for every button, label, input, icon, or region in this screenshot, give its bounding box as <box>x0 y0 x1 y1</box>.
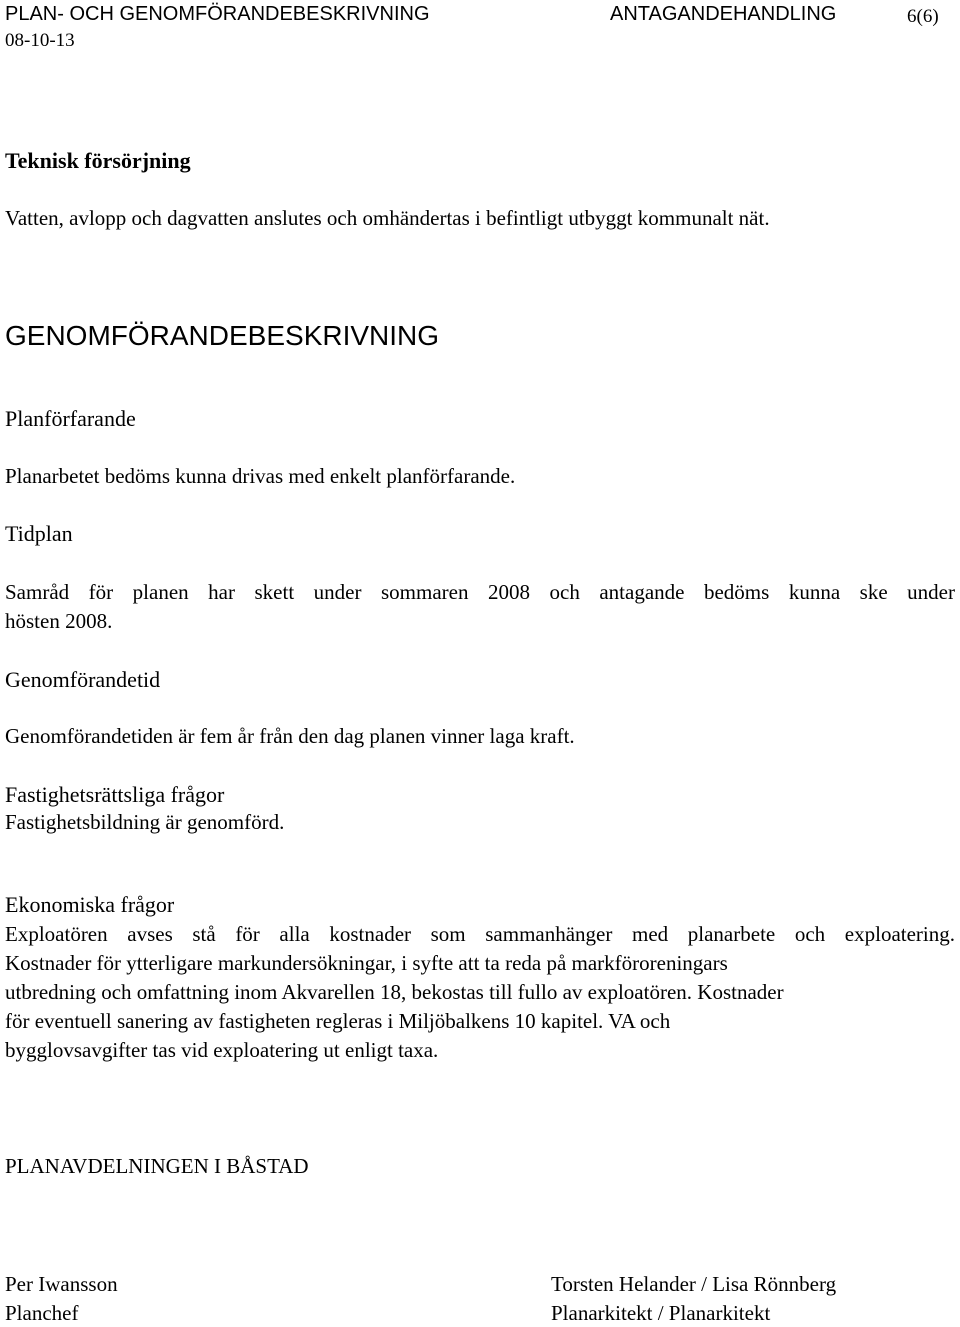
ekonomi-line: utbredning och omfattning inom Akvarellen 18, bekostas till fullo av exploatören. Kostnader <box>5 980 784 1004</box>
subheading-ekonomi: Ekonomiska frågor <box>5 892 175 917</box>
teknisk-text: Vatten, avlopp och dagvatten anslutes och omhändertas i befintligt utbyggt kommunalt nät. <box>5 206 770 230</box>
planforfarande-text: Planarbetet bedöms kunna drivas med enkelt planförfarande. <box>5 464 516 488</box>
ekonomi-line: Kostnader för ytterligare markundersökningar, i syfte att ta reda på markföroreningars <box>5 951 728 975</box>
tidplan-paragraph <box>5 578 955 636</box>
subheading-planforfarande: Planförfarande <box>5 406 136 431</box>
genomforandetid-text: Genomförandetiden är fem år från den dag planen vinner laga kraft. <box>5 724 575 748</box>
ekonomi-line: för eventuell sanering av fastigheten regleras i Miljöbalkens 10 kapitel. VA och <box>5 1009 671 1033</box>
subheading-genomforandetid: Genomförandetid <box>5 667 161 692</box>
subheading-tidplan: Tidplan <box>5 521 73 546</box>
document-status: ANTAGANDEHANDLING <box>610 3 837 25</box>
section-heading-teknisk: Teknisk försörjning <box>5 148 191 173</box>
signatory-right-title: Planarkitekt / Planarkitekt <box>551 1301 771 1325</box>
fastighet-text: Fastighetsbildning är genomförd. <box>5 810 285 834</box>
ekonomi-paragraph <box>5 920 955 1065</box>
document-title: PLAN- OCH GENOMFÖRANDEBESKRIVNING <box>5 3 430 25</box>
department-name: PLANAVDELNINGEN I BÅSTAD <box>5 1154 309 1178</box>
signatory-left-name: Per Iwansson <box>5 1272 118 1296</box>
signatory-left-title: Planchef <box>5 1301 79 1325</box>
tidplan-line: Samråd för planen har skett under sommaren 2008 och antagande bedöms kunna ske under <box>5 580 955 604</box>
ekonomi-line: Exploatören avses stå för alla kostnader som sammanhänger med planarbete och exploatering. <box>5 922 955 946</box>
subheading-fastighet: Fastighetsrättsliga frågor <box>5 782 225 807</box>
main-heading: GENOMFÖRANDEBESKRIVNING <box>5 320 440 351</box>
page-number: 6(6) <box>907 6 939 27</box>
tidplan-line: hösten 2008. <box>5 609 113 633</box>
signatory-right-name: Torsten Helander / Lisa Rönnberg <box>551 1272 837 1296</box>
document-date: 08-10-13 <box>5 30 75 51</box>
ekonomi-line: bygglovsavgifter tas vid exploatering ut enligt taxa. <box>5 1038 439 1062</box>
